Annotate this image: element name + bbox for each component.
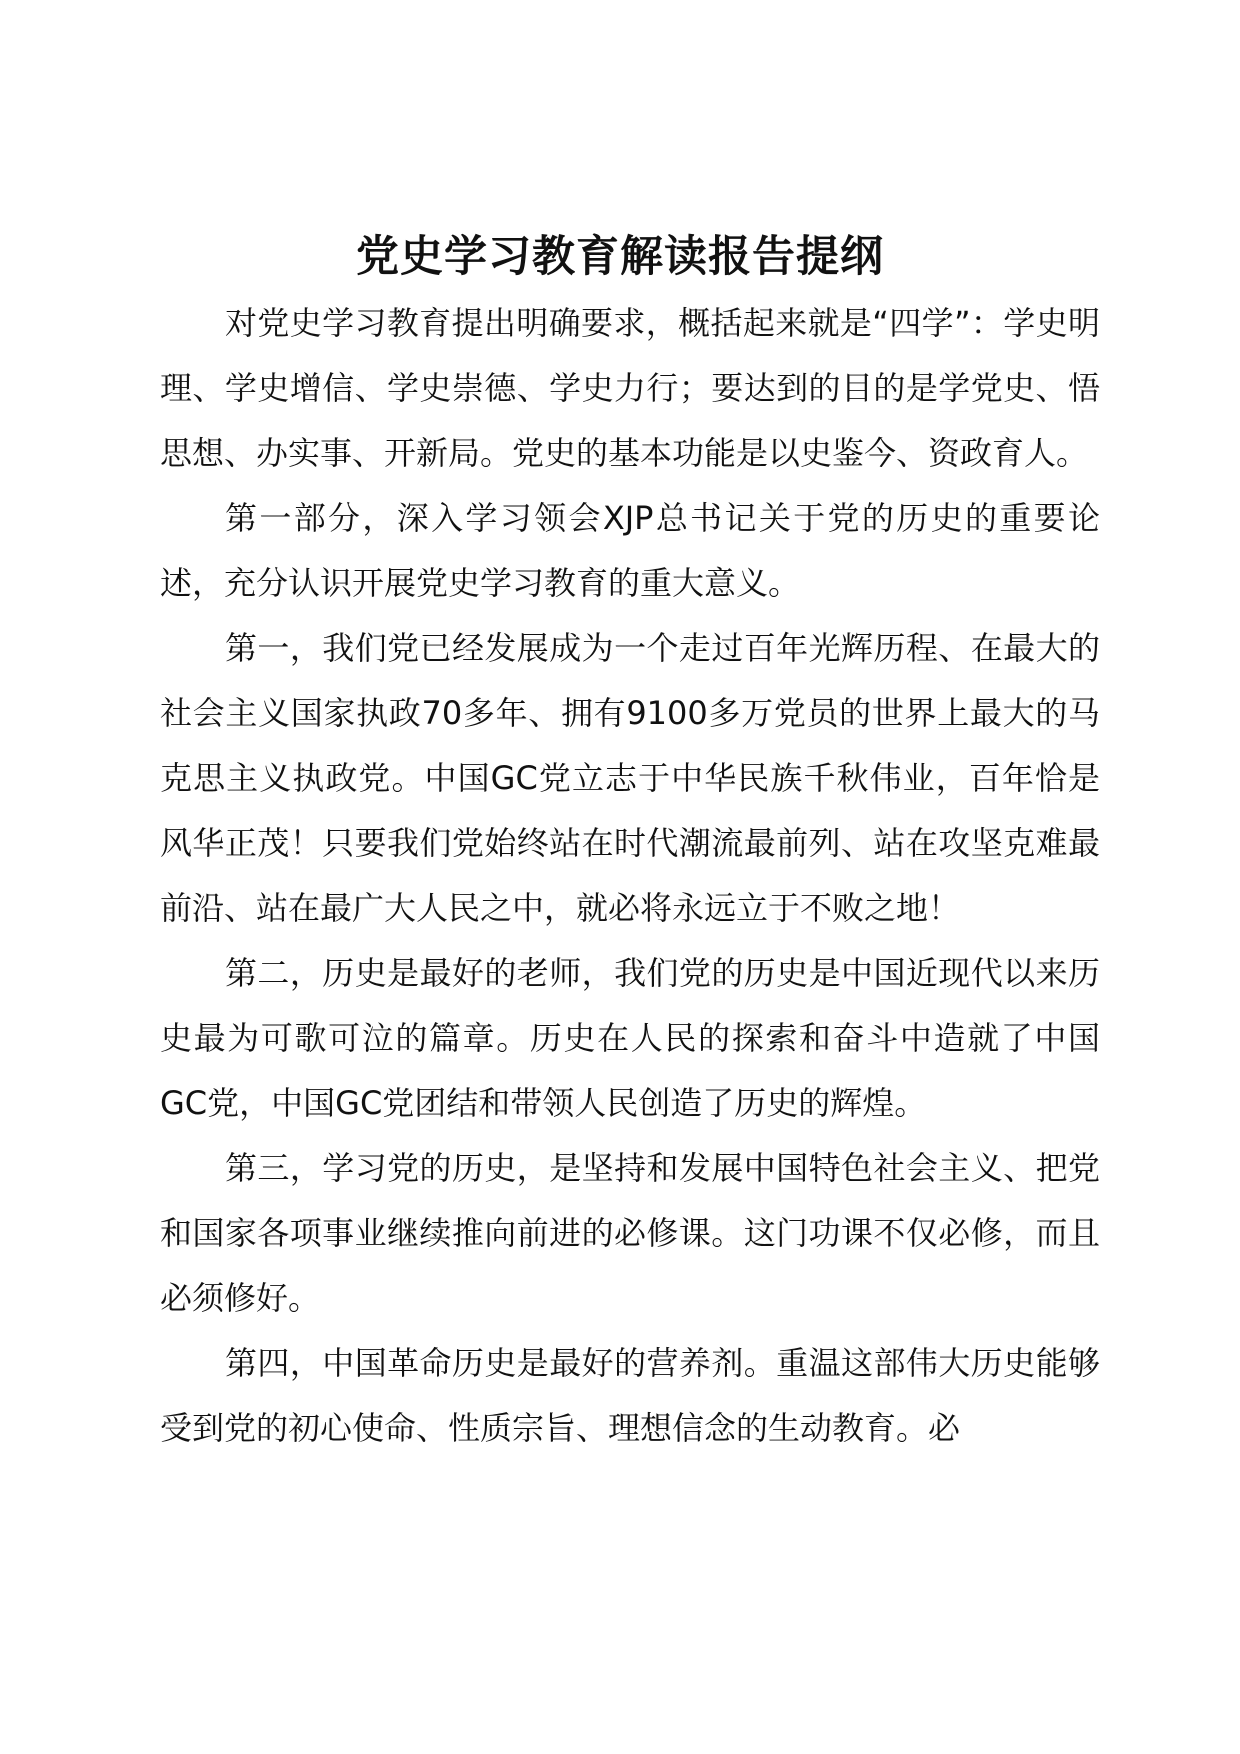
body-paragraph: 第一，我们党已经发展成为一个走过百年光辉历程、在最大的社会主义国家执政70多年、拥有9100多万党员的世界上最大的马克思主义执政党。中国GC党立志于中华民族千秋伟业，百年恰是风华正茂！只要我们党始终站在时代潮流最前列、站在攻坚克难最前沿、站在最广大人民之中，就必将永远立于不败之地！ [160, 629, 1100, 927]
document-title: 党史学习教育解读报告提纲 [356, 231, 884, 282]
body-paragraph: 对党史学习教育提出明确要求，概括起来就是“四学”：学史明理、学史增信、学史崇德、学史力行；要达到的目的是学党史、悟思想、办实事、开新局。党史的基本功能是以史鉴今、资政育人。 [160, 304, 1100, 472]
body-paragraph: 第四，中国革命历史是最好的营养剂。重温这部伟大历史能够受到党的初心使命、性质宗旨、理想信念的生动教育。必 [160, 1344, 1100, 1447]
body-paragraph: 第一部分，深入学习领会XJP总书记关于党的历史的重要论述，充分认识开展党史学习教育的重大意义。 [160, 499, 1100, 602]
document-body [160, 291, 1100, 1461]
body-paragraph: 第二，历史是最好的老师，我们党的历史是中国近现代以来历史最为可歌可泣的篇章。历史在人民的探索和奋斗中造就了中国GC党，中国GC党团结和带领人民创造了历史的辉煌。 [160, 954, 1100, 1122]
body-paragraph: 第三，学习党的历史，是坚持和发展中国特色社会主义、把党和国家各项事业继续推向前进的必修课。这门功课不仅必修，而且必须修好。 [160, 1149, 1100, 1317]
